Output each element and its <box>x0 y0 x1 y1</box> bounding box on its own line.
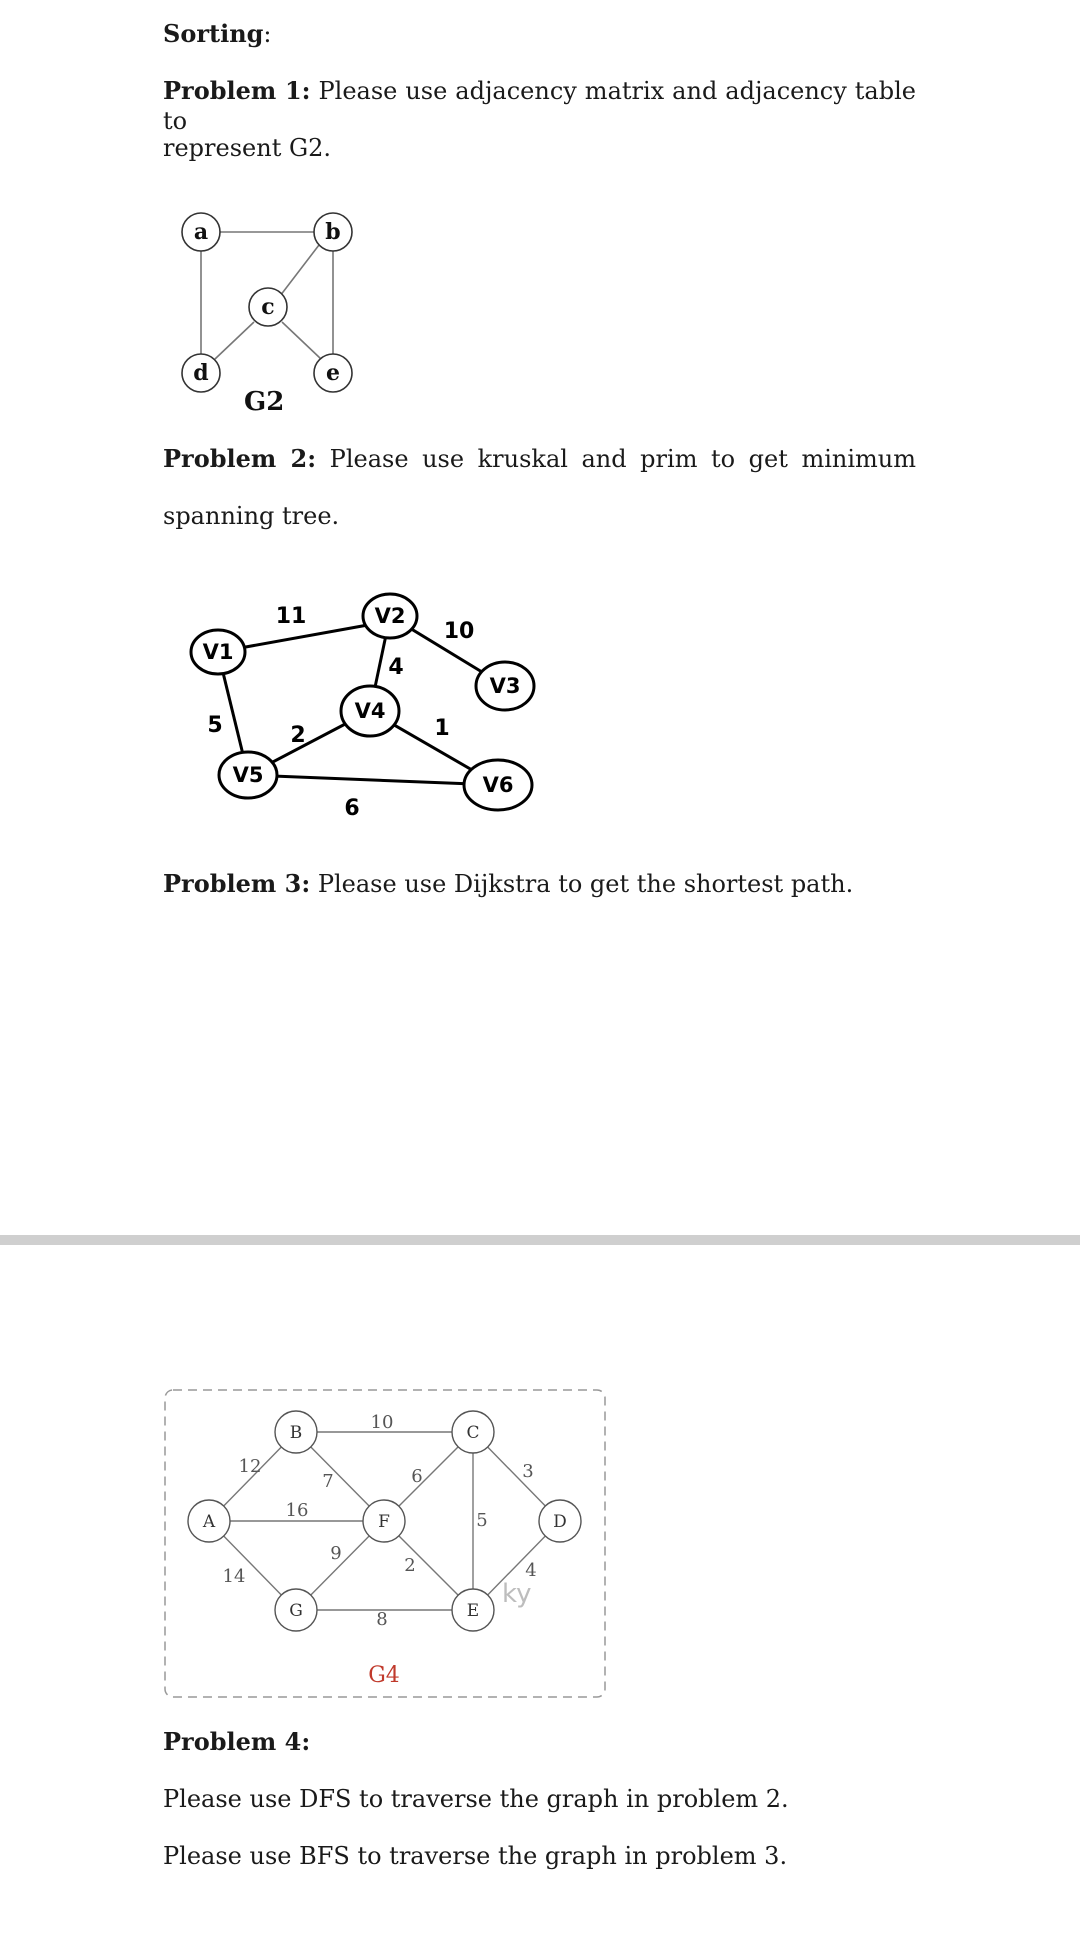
g4-weight-ab: 12 <box>238 1456 262 1477</box>
g4-label-b: B <box>289 1423 303 1443</box>
mst-weight-v1v2: 11 <box>275 604 307 629</box>
g4-weight-gf: 9 <box>330 1543 342 1564</box>
g4-label-f: F <box>378 1512 390 1532</box>
g2-caption: G2 <box>244 387 285 417</box>
g4-caption: G4 <box>368 1663 400 1688</box>
g4-weight-af: 16 <box>285 1500 309 1521</box>
sorting-label: Sorting <box>163 19 264 48</box>
g2-label-c: c <box>261 294 275 320</box>
g4-label-g: G <box>289 1601 303 1621</box>
g2-label-b: b <box>325 219 341 245</box>
mst-label-v5: V5 <box>232 763 264 787</box>
g4-weight-fe: 2 <box>404 1555 416 1576</box>
problem4-line1: Please use DFS to traverse the graph in problem 2. <box>163 1785 789 1813</box>
g4-weight-ge: 8 <box>376 1609 388 1630</box>
problem2-label: Problem 2: <box>163 444 317 473</box>
problem1-label: Problem 1: <box>163 76 311 105</box>
mst-label-v1: V1 <box>202 640 234 664</box>
g2-label-a: a <box>193 219 209 245</box>
g4-label-e: E <box>466 1601 480 1621</box>
g4-label-c: C <box>466 1423 480 1443</box>
mst-weight-v5v4: 2 <box>290 723 306 748</box>
mst-label-v6: V6 <box>482 773 514 797</box>
problem3-text: Please use Dijkstra to get the shortest path. <box>317 870 854 898</box>
g2-label-d: d <box>193 360 209 386</box>
g4-label-d: D <box>553 1512 567 1532</box>
g4-label-a: A <box>202 1512 216 1532</box>
g4-weight-ed: 4 <box>525 1560 537 1581</box>
mst-weight-v2v3: 10 <box>443 619 475 644</box>
mst-label-v3: V3 <box>489 674 521 698</box>
problem3-label: Problem 3: <box>163 869 311 898</box>
sorting-colon: : <box>263 20 272 48</box>
problem1-text: Please use adjacency matrix and adjacency table to <box>163 77 916 135</box>
problem2-text: Please use kruskal and prim to get minimum <box>329 445 916 473</box>
g4-weight-ag: 14 <box>222 1566 246 1587</box>
g4-weight-bf: 7 <box>322 1471 334 1492</box>
mst-weight-v4v6: 1 <box>434 716 450 741</box>
mst-weight-v1v5: 5 <box>207 713 223 738</box>
mst-label-v2: V2 <box>374 604 406 628</box>
g4-watermark: ky <box>502 1579 532 1609</box>
mst-weight-v2v4: 4 <box>388 655 404 680</box>
problem1-line2: represent G2. <box>163 134 332 162</box>
problem2-line2: spanning tree. <box>163 502 340 530</box>
g4-weight-fc: 6 <box>411 1466 423 1487</box>
problem4-label: Problem 4: <box>163 1727 311 1756</box>
g4-weight-ce: 5 <box>476 1510 488 1531</box>
g4-weight-bc: 10 <box>370 1412 394 1433</box>
problem4-line2: Please use BFS to traverse the graph in problem 3. <box>163 1842 788 1870</box>
g2-label-e: e <box>326 360 340 386</box>
g4-weight-cd: 3 <box>522 1461 534 1482</box>
mst-label-v4: V4 <box>354 699 386 723</box>
mst-weight-v5v6: 6 <box>344 796 360 821</box>
problem4-heading <box>163 1727 310 1757</box>
